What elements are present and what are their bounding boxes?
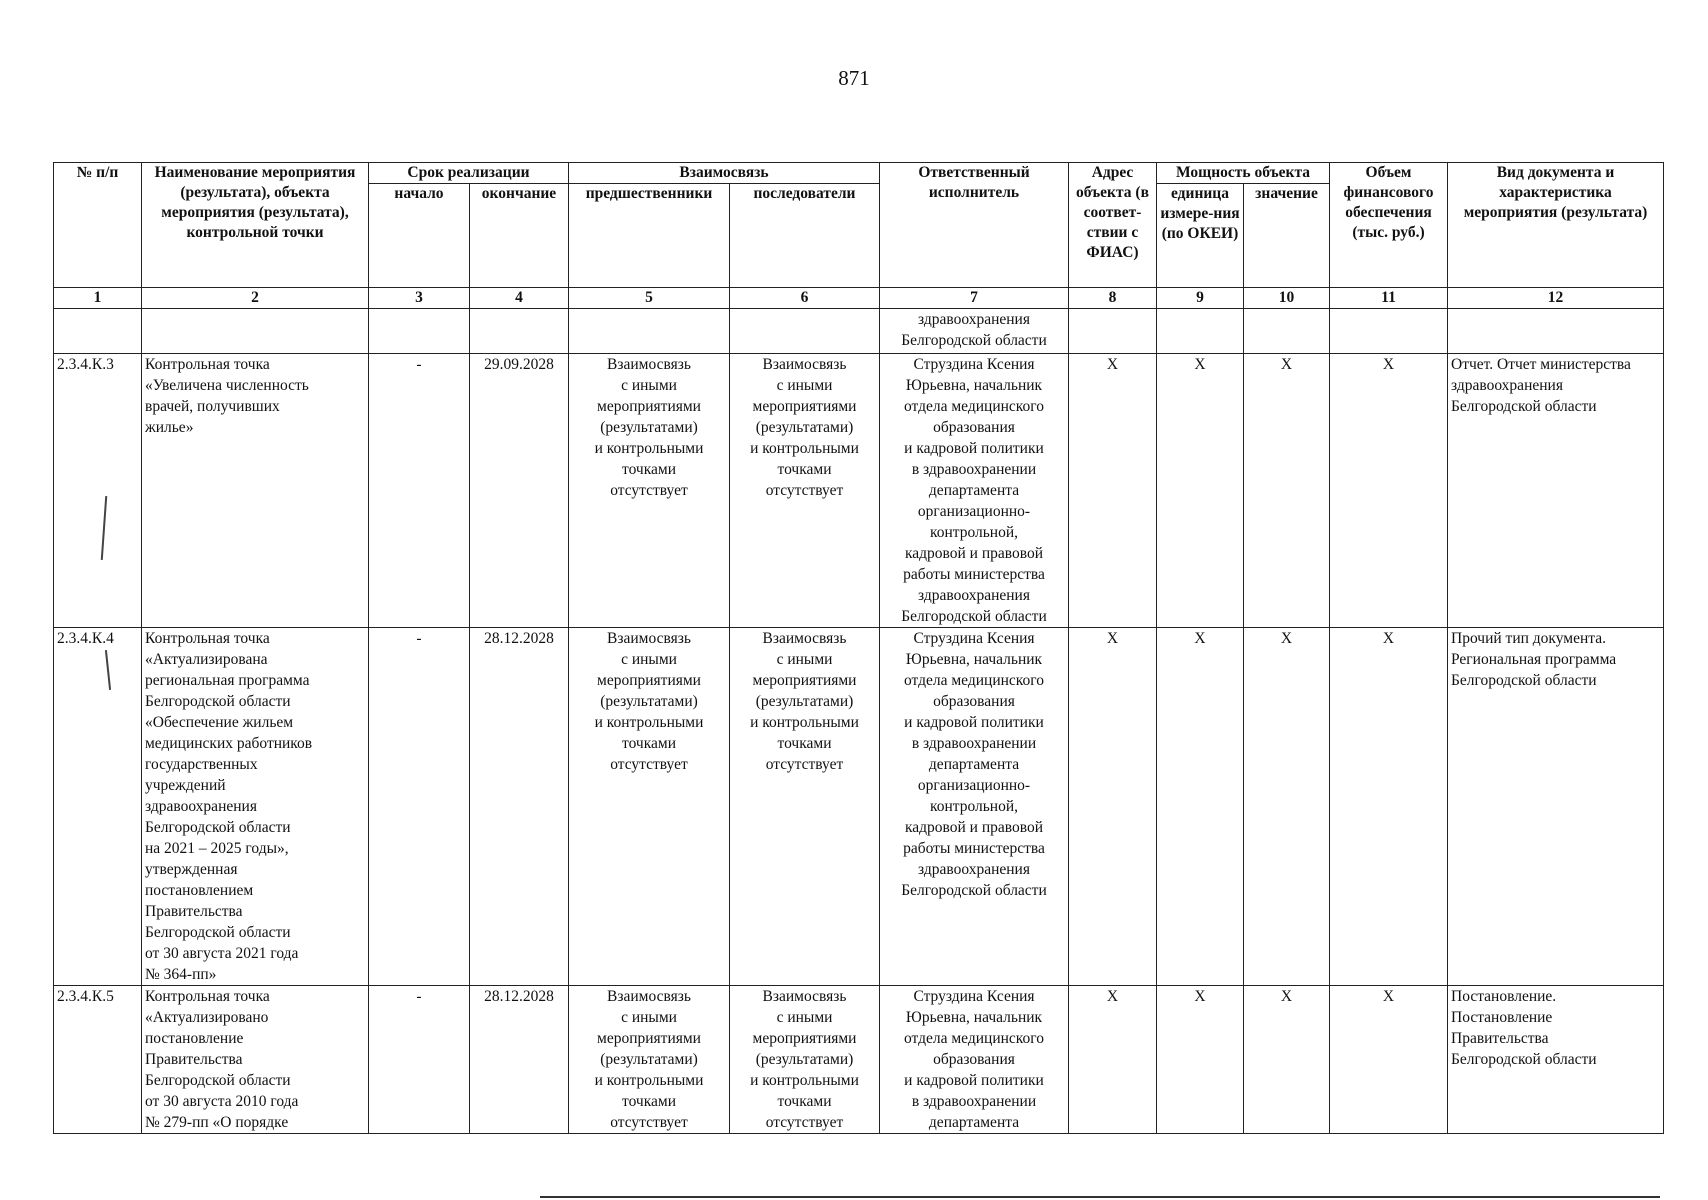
row-name: Контрольная точка «Актуализирована региональная программа Белгородской области «Обеспечение жильем медицинских работников государственных учреждений здравоохранения Белгородской области на 2021 – 2025 годы», утвержденная постановлением Правительства Белгородской области от 30 августа 2021 года № 364-пп» — [142, 628, 369, 986]
column-number: 4 — [470, 288, 569, 309]
header-finance: Объем финансового обеспечения (тыс. руб.) — [1330, 163, 1448, 288]
column-number: 7 — [880, 288, 1069, 309]
column-number: 11 — [1330, 288, 1448, 309]
row-doc: Постановление. Постановление Правительства Белгородской области — [1448, 986, 1664, 1134]
row-unit: X — [1157, 628, 1244, 986]
column-number: 6 — [730, 288, 880, 309]
row-value: X — [1244, 986, 1330, 1134]
table-row — [54, 628, 1664, 986]
row-finance: X — [1330, 354, 1448, 628]
row-code: 2.3.4.К.5 — [54, 986, 142, 1134]
row-responsible: Струздина Ксения Юрьевна, начальник отдела медицинского образования и кадровой политики в здравоохранении департамента — [880, 986, 1069, 1134]
column-number: 12 — [1448, 288, 1664, 309]
header-term: Срок реализации — [369, 163, 569, 184]
row-responsible: Струздина Ксения Юрьевна, начальник отдела медицинского образования и кадровой политики в здравоохранении департамента организационно- контрольной, кадровой и правовой работы министерства здравоохранения Белгородской области — [880, 628, 1069, 986]
row-code: 2.3.4.К.4 — [54, 628, 142, 986]
row-address: X — [1069, 628, 1157, 986]
row-end: 29.09.2028 — [470, 354, 569, 628]
header-name: Наименование мероприятия (результата), объекта мероприятия (результата), контрольной точки — [142, 163, 369, 288]
row-followers: Взаимосвязь с иными мероприятиями (результатами) и контрольными точками отсутствует — [730, 354, 880, 628]
row-unit: X — [1157, 986, 1244, 1134]
row-responsible: Струздина Ксения Юрьевна, начальник отдела медицинского образования и кадровой политики в здравоохранении департамента организационно- контрольной, кадровой и правовой работы министерства здравоохранения Белгородской области — [880, 354, 1069, 628]
row-predecessors: Взаимосвязь с иными мероприятиями (результатами) и контрольными точками отсутствует — [569, 628, 730, 986]
column-number: 9 — [1157, 288, 1244, 309]
header-followers: последователи — [730, 184, 880, 288]
column-number: 3 — [369, 288, 470, 309]
header-predecessors: предшественники — [569, 184, 730, 288]
bottom-rule — [540, 1196, 1660, 1198]
row-doc: Отчет. Отчет министерства здравоохранения Белгородской области — [1448, 354, 1664, 628]
row-predecessors: Взаимосвязь с иными мероприятиями (результатами) и контрольными точками отсутствует — [569, 986, 730, 1134]
row-finance: X — [1330, 628, 1448, 986]
row-start: - — [369, 986, 470, 1134]
page-number: 871 — [838, 66, 870, 90]
table-row — [54, 354, 1664, 628]
row-name: Контрольная точка «Актуализировано постановление Правительства Белгородской области от 30 августа 2010 года № 279-пп «О порядке — [142, 986, 369, 1134]
header-start: начало — [369, 184, 470, 288]
header-unit: единица измере-ния (по ОКЕИ) — [1157, 184, 1244, 288]
row-start: - — [369, 354, 470, 628]
row-value: X — [1244, 628, 1330, 986]
continuation-responsible: здравоохранения Белгородской области — [880, 309, 1069, 354]
row-code: 2.3.4.К.3 — [54, 354, 142, 628]
plan-table — [53, 162, 1664, 1134]
header-capacity: Мощность объекта — [1157, 163, 1330, 184]
row-name: Контрольная точка «Увеличена численность врачей, получивших жилье» — [142, 354, 369, 628]
row-value: X — [1244, 354, 1330, 628]
row-address: X — [1069, 354, 1157, 628]
header-end: окончание — [470, 184, 569, 288]
row-predecessors: Взаимосвязь с иными мероприятиями (результатами) и контрольными точками отсутствует — [569, 354, 730, 628]
column-number: 1 — [54, 288, 142, 309]
header-relation: Взаимосвязь — [569, 163, 880, 184]
header-doc: Вид документа и характеристика мероприятия (результата) — [1448, 163, 1664, 288]
column-number: 10 — [1244, 288, 1330, 309]
row-end: 28.12.2028 — [470, 986, 569, 1134]
row-followers: Взаимосвязь с иными мероприятиями (результатами) и контрольными точками отсутствует — [730, 986, 880, 1134]
row-doc: Прочий тип документа. Региональная программа Белгородской области — [1448, 628, 1664, 986]
header-num: № п/п — [54, 163, 142, 288]
column-number-row — [54, 288, 1664, 309]
continuation-row — [54, 309, 1664, 354]
row-followers: Взаимосвязь с иными мероприятиями (результатами) и контрольными точками отсутствует — [730, 628, 880, 986]
row-end: 28.12.2028 — [470, 628, 569, 986]
row-finance: X — [1330, 986, 1448, 1134]
header-responsible: Ответственный исполнитель — [880, 163, 1069, 288]
row-start: - — [369, 628, 470, 986]
header-address: Адрес объекта (в соответ-ствии с ФИАС) — [1069, 163, 1157, 288]
column-number: 2 — [142, 288, 369, 309]
table-row — [54, 986, 1664, 1134]
column-number: 8 — [1069, 288, 1157, 309]
column-number: 5 — [569, 288, 730, 309]
row-address: X — [1069, 986, 1157, 1134]
header-value: значение — [1244, 184, 1330, 288]
header-row-1 — [54, 163, 1664, 184]
row-unit: X — [1157, 354, 1244, 628]
